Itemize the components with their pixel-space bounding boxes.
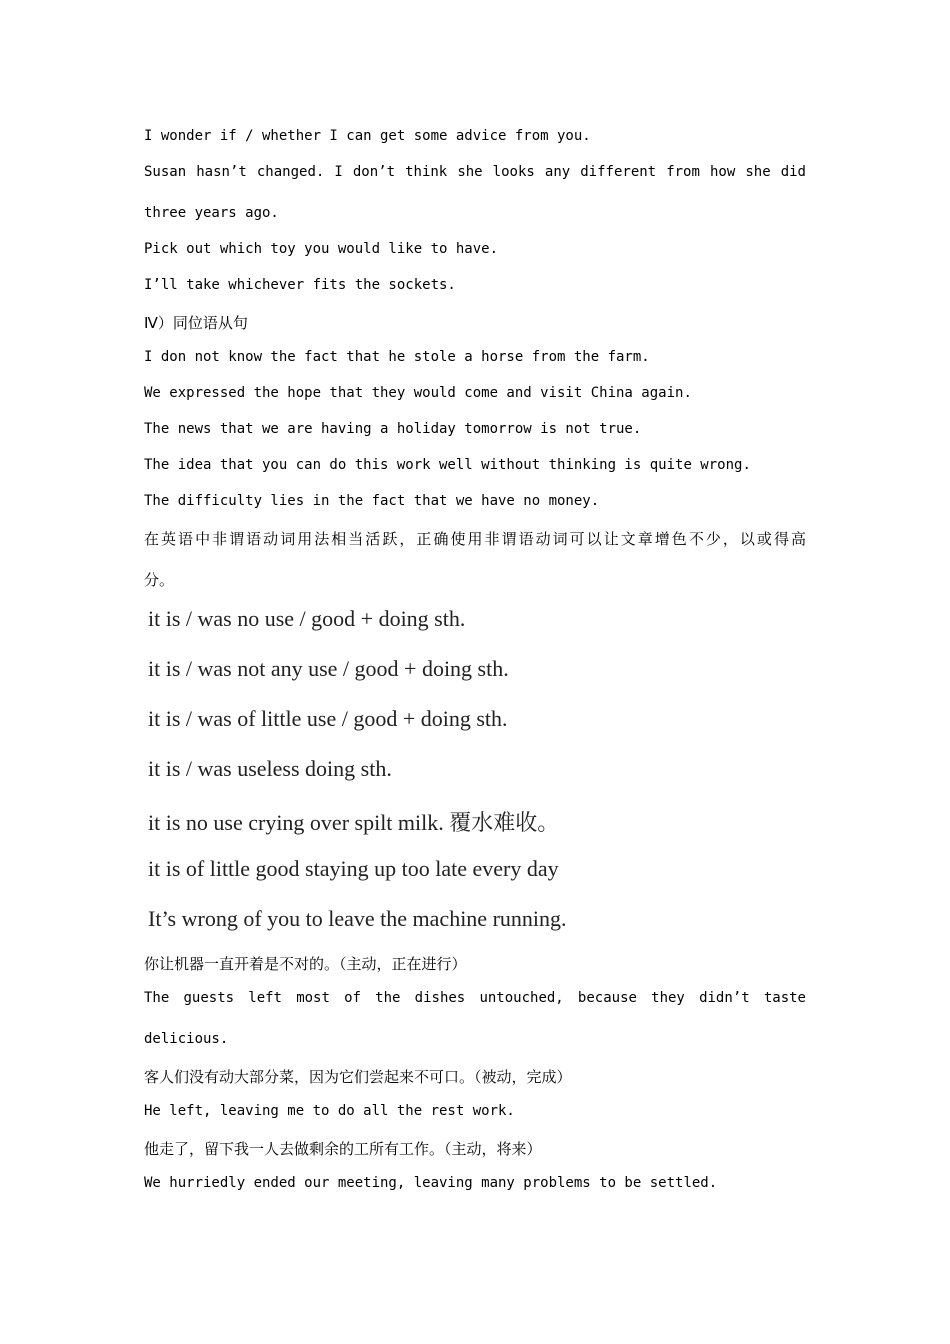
phrase-line: It’s wrong of you to leave the machine running. <box>148 906 567 931</box>
text-line: He left, leaving me to do all the rest work. <box>144 1103 515 1119</box>
text-line-cn: 客人们没有动大部分菜，因为它们尝起来不可口。（被动，完成） <box>144 1068 572 1086</box>
text-line: three years ago. <box>144 205 279 221</box>
text-line: The guests left most of the dishes untouched, because they didn’t taste <box>144 990 806 1006</box>
text-line: delicious. <box>144 1031 229 1047</box>
phrase-line: it is / was no use / good + doing sth. <box>148 606 466 631</box>
text-line: The difficulty lies in the fact that we have no money. <box>144 493 600 509</box>
text-line-cn: 你让机器一直开着是不对的。（主动，正在进行） <box>144 955 467 973</box>
text-line-cn: 在英语中非谓语动词用法相当活跃，正确使用非谓语动词可以让文章增色不少，以或得高 <box>144 530 806 548</box>
text-line: I wonder if / whether I can get some advice from you. <box>144 128 591 144</box>
text-line: I’ll take whichever fits the sockets. <box>144 277 456 293</box>
text-line: The idea that you can do this work well without thinking is quite wrong. <box>144 457 751 473</box>
text-line: The news that we are having a holiday tomorrow is not true. <box>144 421 642 437</box>
phrase-line: it is of little good staying up too late every day <box>148 856 559 881</box>
phrase-line: it is / was useless doing sth. <box>148 756 392 781</box>
text-line: I don not know the fact that he stole a horse from the farm. <box>144 349 650 365</box>
text-line: We expressed the hope that they would come and visit China again. <box>144 385 692 401</box>
text-line: Susan hasn’t changed. I don’t think she looks any different from how she did <box>144 164 806 180</box>
text-line: We hurriedly ended our meeting, leaving many problems to be settled. <box>144 1175 718 1191</box>
text-line-cn: 分。 <box>144 571 175 589</box>
section-heading: Ⅳ）同位语从句 <box>144 314 248 332</box>
text-line: Pick out which toy you would like to have. <box>144 241 499 257</box>
text-line-cn: 他走了，留下我一人去做剩余的工所有工作。（主动，将来） <box>144 1140 542 1158</box>
phrase-line: it is no use crying over spilt milk. 覆水难收。 <box>148 810 560 835</box>
phrase-line: it is / was not any use / good + doing sth. <box>148 656 509 681</box>
phrase-line: it is / was of little use / good + doing sth. <box>148 706 508 731</box>
